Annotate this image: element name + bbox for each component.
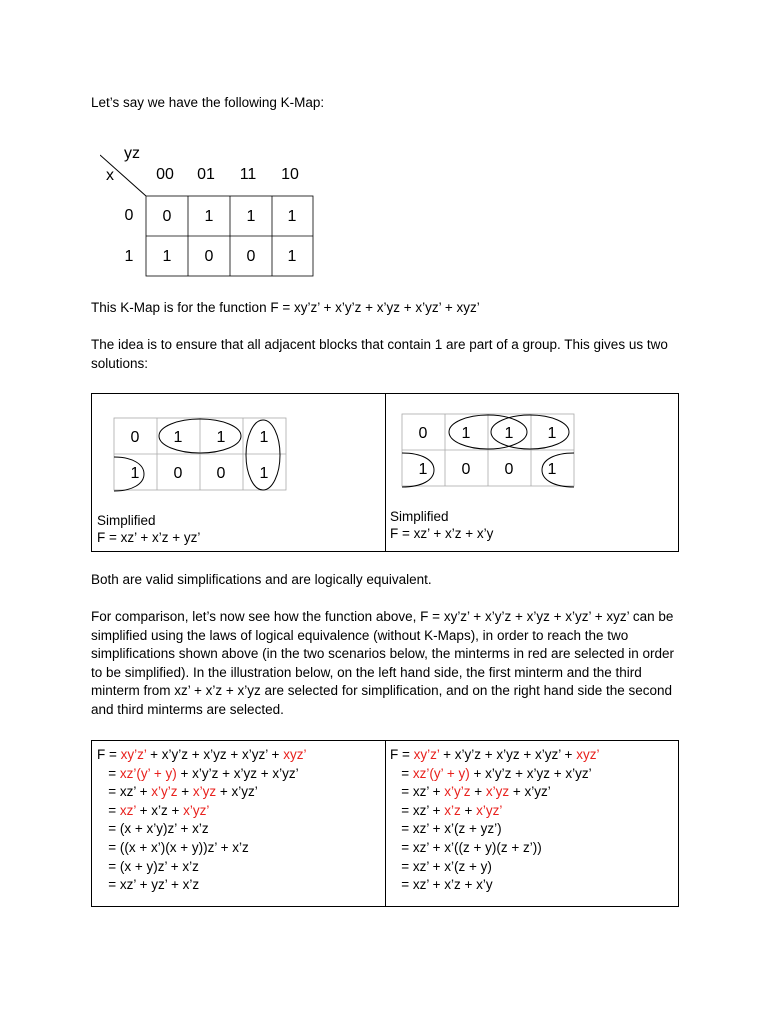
derivation-text: + x’y’z + x’yz + x’yz’ xyxy=(469,765,592,781)
derivation-text: = xz’ + x’(z + y) xyxy=(390,858,492,874)
derivation-text: + x’y’z + x’yz + x’yz’ xyxy=(176,765,299,781)
kmap-col-header: 10 xyxy=(281,166,299,183)
kmap-row-header: 1 xyxy=(124,248,134,265)
derivation-text: = (x + x’y)z’ + x’z xyxy=(97,821,209,837)
solution-2-label: Simplified xyxy=(390,509,449,524)
kmap-col-header: 01 xyxy=(197,166,215,183)
kmap-cell: 1 xyxy=(204,208,214,225)
kmap-cell: 0 xyxy=(204,248,214,265)
solution-1-cell: 0 xyxy=(130,429,140,446)
selected-minterm: x’y’z xyxy=(151,784,178,800)
solution-1-cell: 1 xyxy=(173,429,183,446)
derivation-text: = xyxy=(97,765,120,781)
derivation-step xyxy=(97,858,306,877)
derivation-step xyxy=(390,820,599,839)
selected-minterm: xz’ xyxy=(119,802,136,818)
derivation-text: F = xyxy=(97,747,121,762)
derivation-text: = xz’ + x’z + x’y xyxy=(390,877,493,893)
selected-minterm: x’yz’ xyxy=(183,802,210,818)
solution-1-cell: 1 xyxy=(216,429,226,446)
solution-1-cell: 1 xyxy=(259,429,269,446)
derivation-text: = ((x + x’)(x + y))z’ + x’z xyxy=(97,839,249,855)
kmap-cell: 1 xyxy=(287,208,297,225)
solution-1-cell: 0 xyxy=(216,465,226,482)
solution-1-result xyxy=(97,512,200,546)
derivation-text: = xz’ + xyxy=(97,784,152,800)
solution-1-cell: 0 xyxy=(173,465,183,482)
selected-minterm: xyz’ xyxy=(283,747,307,762)
selected-minterm: xyz’ xyxy=(576,747,600,762)
solutions-divider xyxy=(385,394,386,551)
derivation-text: + x’yz’ xyxy=(216,784,258,800)
derivation-left xyxy=(97,746,306,895)
derivation-text: + xyxy=(470,784,486,800)
derivation-step xyxy=(97,746,306,765)
function-text: This K-Map is for the function F = xy’z’ + x’y’z + x’yz + x’yz’ + xyz’ xyxy=(91,300,480,315)
solution-2-formula: F = xz’ + x’z + x’y xyxy=(390,526,494,541)
derivation-text: F = xyxy=(390,747,414,762)
derivation-divider xyxy=(385,741,386,906)
solution-2-cell: 1 xyxy=(504,425,514,442)
solution-1-cell: 1 xyxy=(130,465,140,482)
solution-2-cell: 1 xyxy=(547,425,557,442)
kmap xyxy=(100,140,330,290)
selected-minterm: xy’z’ xyxy=(120,747,147,762)
derivation-step xyxy=(390,876,599,895)
derivation-step xyxy=(97,802,306,821)
selected-minterm: xz’(y’ + y) xyxy=(412,765,470,781)
kmap-cell: 1 xyxy=(246,208,256,225)
derivation-text: + xyxy=(460,802,477,818)
derivation-step xyxy=(97,876,306,895)
solution-1-kmap xyxy=(110,414,290,494)
solution-2-cell: 1 xyxy=(547,461,557,478)
idea-text: The idea is to ensure that all adjacent blocks that contain 1 are part of a group. This gives us two solutions: xyxy=(91,337,668,371)
derivation-text: = xz’ + xyxy=(390,784,445,800)
solution-2-result xyxy=(390,508,493,542)
derivation-step xyxy=(390,858,599,877)
derivation-text: + x’yz’ xyxy=(509,784,551,800)
solution-2-cell: 0 xyxy=(418,425,428,442)
derivation-step xyxy=(97,765,306,784)
solution-2-cell: 0 xyxy=(461,461,471,478)
derivation-text: = xz’ + x’(z + yz’) xyxy=(390,821,502,837)
kmap-cell: 1 xyxy=(162,248,172,265)
solution-2-kmap xyxy=(398,410,578,490)
both-valid-text: Both are valid simplifications and are logically equivalent. xyxy=(91,572,432,587)
derivation-step xyxy=(390,765,599,784)
solution-2-cell: 0 xyxy=(504,461,514,478)
comparison-text: For comparison, let’s now see how the function above, F = xy’z’ + x’y’z + x’yz + x’yz’ + xyz’ can be simplified using the laws of logical equivalence (without K-Maps), in order to reach the two simplifications shown above (in the two scenarios below, the minterms in red are selected in order to be simplified). In the illustration below, on the left hand side, the first minterm and the third minterm from xz’ + x’z + x’yz are selected for simplification, and on the right hand side the second and third minterms are selected. xyxy=(91,609,675,717)
derivation-table xyxy=(91,740,679,907)
kmap-svg xyxy=(100,140,330,290)
derivation-step xyxy=(97,820,306,839)
kmap-cell: 0 xyxy=(246,248,256,265)
derivation-text: + xyxy=(177,784,193,800)
solution-1-label: Simplified xyxy=(97,513,156,528)
solution-2-cell: 1 xyxy=(418,461,428,478)
solution-2-cell: 1 xyxy=(461,425,471,442)
kmap-col-header: 11 xyxy=(239,166,257,183)
selected-minterm: x’y’z xyxy=(444,784,471,800)
solution-1-formula: F = xz’ + x’z + yz’ xyxy=(97,530,201,545)
derivation-text: + x’y’z + x’yz + x’yz’ + xyxy=(439,747,577,762)
derivation-step xyxy=(390,783,599,802)
selected-minterm: x’yz’ xyxy=(476,802,503,818)
derivation-text: + x’z + xyxy=(135,802,184,818)
selected-minterm: x’yz xyxy=(192,784,217,800)
kmap-var-x: x xyxy=(106,167,114,184)
derivation-text: = xyxy=(390,765,413,781)
derivation-text: = xz’ + x’((z + y)(z + z’)) xyxy=(390,839,542,855)
derivation-step xyxy=(97,783,306,802)
derivation-step xyxy=(390,746,599,765)
derivation-text: + x’y’z + x’yz + x’yz’ + xyxy=(146,747,284,762)
derivation-step xyxy=(390,802,599,821)
derivation-step xyxy=(390,839,599,858)
kmap-cell: 1 xyxy=(287,248,297,265)
derivation-text: = xz’ + xyxy=(390,802,445,818)
selected-minterm: x’z xyxy=(444,802,461,818)
selected-minterm: xz’(y’ + y) xyxy=(119,765,177,781)
intro-text: Let’s say we have the following K-Map: xyxy=(91,95,325,110)
solution-1-cell: 1 xyxy=(259,465,269,482)
kmap-col-header: 00 xyxy=(156,166,174,183)
derivation-text: = xyxy=(97,802,120,818)
selected-minterm: x’yz xyxy=(485,784,510,800)
derivation-text: = xz’ + yz’ + x’z xyxy=(97,877,200,893)
derivation-text: = (x + y)z’ + x’z xyxy=(97,858,199,874)
kmap-var-yz: yz xyxy=(124,145,140,162)
solutions-table xyxy=(91,393,679,552)
derivation-right xyxy=(390,746,599,895)
derivation-step xyxy=(97,839,306,858)
kmap-row-header: 0 xyxy=(124,207,134,224)
selected-minterm: xy’z’ xyxy=(413,747,440,762)
kmap-cell: 0 xyxy=(162,208,172,225)
